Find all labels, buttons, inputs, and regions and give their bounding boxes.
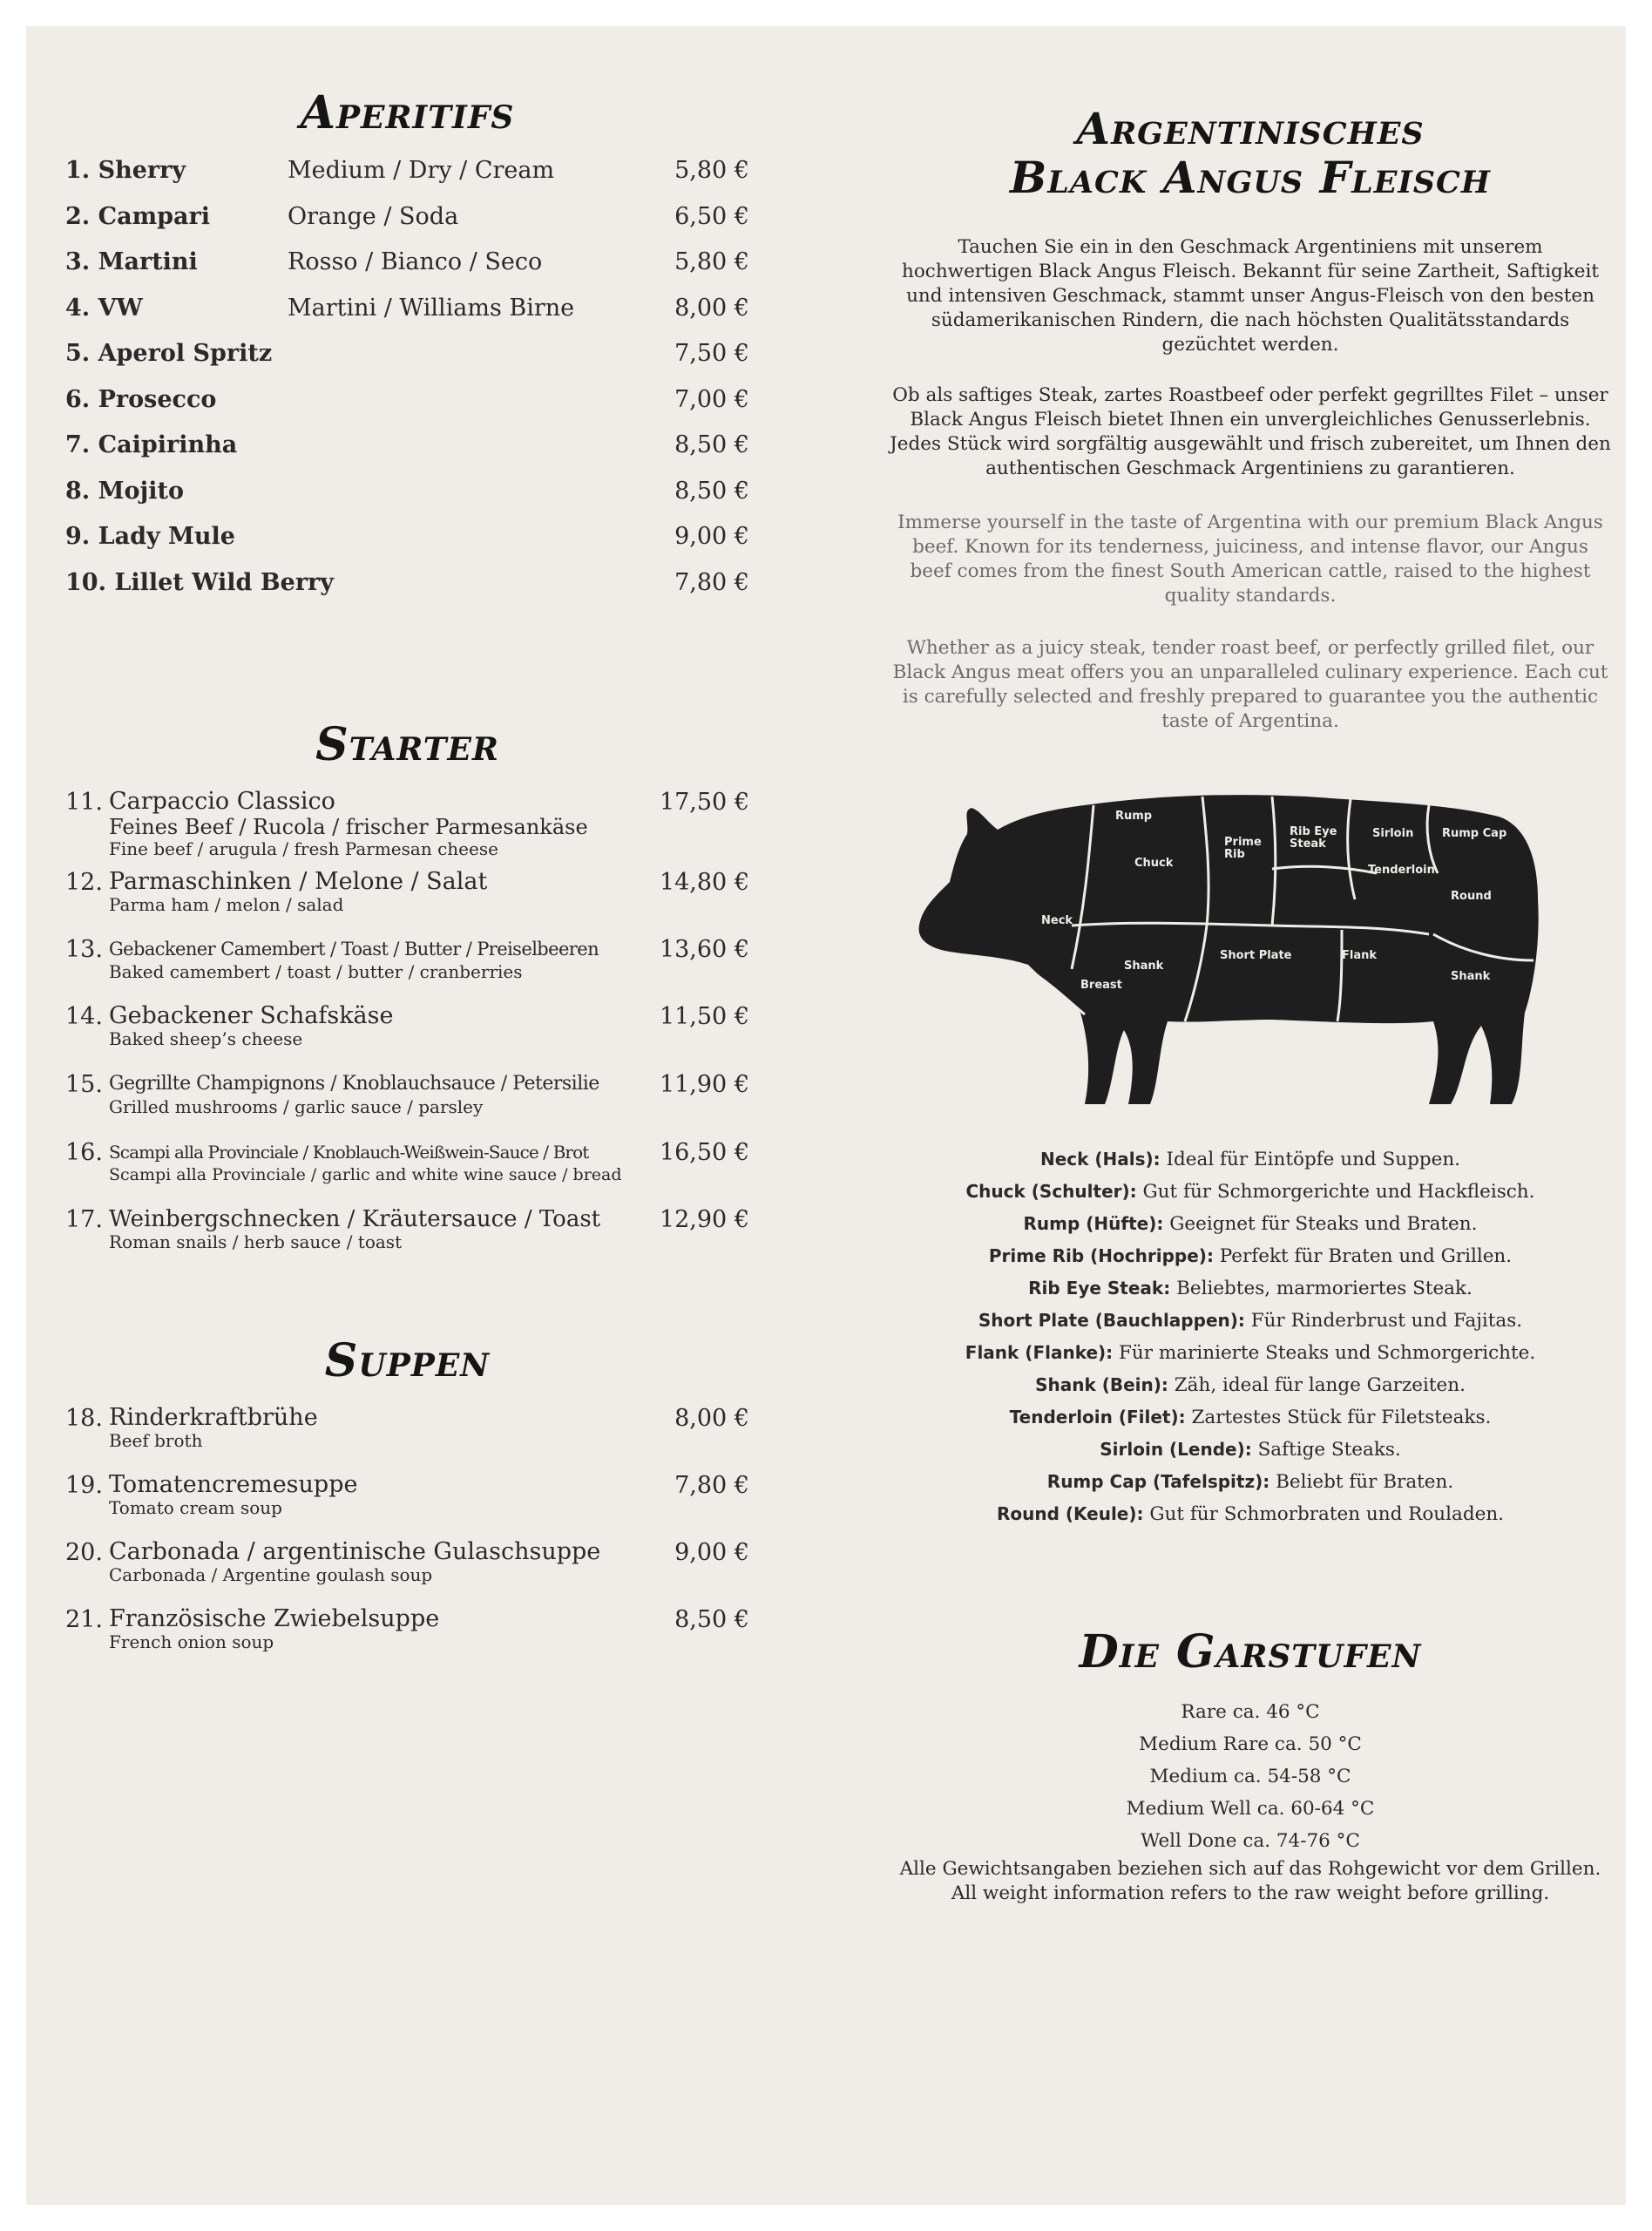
cut-item [889, 1176, 1612, 1208]
cut-name: Tenderloin (Filet): [1009, 1407, 1186, 1427]
item-price: 13,60 € [659, 936, 749, 963]
cut-name: Short Plate (Bauchlappen): [978, 1310, 1245, 1331]
item-name: Gegrillte Champignons / Knoblauchsauce / Petersilie [109, 1073, 599, 1095]
cut-desc: Zäh, ideal für lange Garzeiten. [1174, 1374, 1466, 1396]
item-options: Martini / Williams Birne [288, 294, 575, 322]
cut-name: Round (Keule): [996, 1503, 1144, 1524]
doneness-level: Medium ca. 54-58 °C [1149, 1766, 1351, 1787]
item-name: 9. Lady Mule [65, 523, 235, 550]
item-name: 7. Caipirinha [65, 431, 238, 458]
garstufen-heading: Die Garstufen [1079, 1625, 1422, 1678]
cut-item [889, 1498, 1612, 1530]
list-item [65, 248, 749, 295]
item-price: 7,80 € [674, 1472, 749, 1499]
cut-item [889, 1143, 1612, 1176]
list-item [65, 157, 749, 203]
list-item [65, 478, 749, 524]
weight-note-de: Alle Gewichtsangaben beziehen sich auf das Rohgewicht vor dem Grillen. [899, 1858, 1601, 1880]
list-item [65, 1206, 749, 1274]
item-desc-en: Grilled mushrooms / garlic sauce / parsley [109, 1096, 484, 1117]
item-name: Tomatencremesuppe [109, 1471, 358, 1498]
cut-desc: Gut für Schmorbraten und Rouladen. [1149, 1503, 1505, 1525]
cut-desc: Beliebt für Braten. [1276, 1471, 1454, 1493]
cut-desc: Saftige Steaks. [1257, 1439, 1401, 1461]
cut-desc: Beliebtes, marmoriertes Steak. [1176, 1278, 1473, 1299]
item-price: 9,00 € [674, 1539, 749, 1566]
list-item [65, 869, 749, 936]
suppen-heading: Suppen [324, 1334, 491, 1387]
list-item [65, 295, 749, 341]
item-name: 4. VW [65, 294, 143, 322]
beef-paragraph-de-1: Tauchen Sie ein in den Geschmack Argentiniens mit unserem hochwertigen Black Angus Fleisch. Bekannt für seine Zartheit, Saftigkeit und intensiven Geschmack, stammt unser Angus-Fleisch von den besten südamerikanischen Rindern, die nach höchsten Qualitätsstandards gezüchtet werden. [902, 236, 1599, 356]
item-desc-en: Fine beef / arugula / fresh Parmesan cheese [109, 838, 498, 859]
item-desc-en: Roman snails / herb sauce / toast [109, 1231, 403, 1252]
item-price: 8,50 € [674, 477, 749, 505]
beef-cuts-diagram [889, 786, 1612, 1143]
list-item [65, 1139, 749, 1206]
cut-item [889, 1401, 1612, 1434]
item-price: 8,00 € [674, 1405, 749, 1432]
item-name: Französische Zwiebelsuppe [109, 1605, 440, 1632]
doneness-level: Well Done ca. 74-76 °C [1141, 1830, 1360, 1852]
list-item [65, 1071, 749, 1139]
cut-name: Rump Cap (Tafelspitz): [1046, 1471, 1270, 1492]
list-item [65, 1472, 749, 1539]
diagram-label-steak: Steak [1290, 837, 1326, 851]
item-name: Weinbergschnecken / Kräutersauce / Toast [109, 1206, 601, 1232]
diagram-label-rump: Rump [1115, 810, 1153, 823]
diagram-label-round: Round [1451, 890, 1492, 903]
item-price: 7,80 € [674, 568, 749, 596]
list-item [65, 789, 749, 869]
item-name: Carpaccio Classico [109, 788, 335, 815]
item-name: 2. Campari [65, 202, 210, 230]
cow-cuts-illustration [906, 786, 1568, 1135]
item-price: 6,50 € [674, 202, 749, 230]
list-item [65, 1606, 749, 1673]
list-item [65, 431, 749, 478]
item-name: Parmaschinken / Melone / Salat [109, 868, 488, 895]
item-options: Rosso / Bianco / Seco [288, 248, 543, 275]
item-price: 8,00 € [674, 294, 749, 322]
beef-heading-line1: Argentinisches [1076, 103, 1425, 154]
aperitifs-list [65, 157, 749, 614]
beef-paragraph-de-2: Ob als saftiges Steak, zartes Roastbeef oder perfekt gegrilltes Filet – unser Black Angus Fleisch bietet Ihnen ein unvergleichliches Genusserlebnis. Jedes Stück wird sorgfältig ausgewählt und frisch zubereitet, um Ihnen den authentischen Geschmack Argentiniens zu garantieren. [890, 384, 1611, 479]
diagram-label-shank-rear: Shank [1451, 970, 1491, 983]
item-number: 17. [65, 1206, 103, 1233]
cut-item [889, 1272, 1612, 1305]
diagram-label-sirloin: Sirloin [1372, 827, 1414, 840]
item-number: 15. [65, 1071, 103, 1098]
item-name: Scampi alla Provinciale / Knoblauch-Weißwein-Sauce / Brot [109, 1142, 589, 1163]
item-number: 20. [65, 1539, 103, 1566]
list-item [65, 1405, 749, 1472]
list-item [65, 523, 749, 569]
item-number: 18. [65, 1405, 103, 1432]
left-column [65, 87, 749, 1673]
starter-list [65, 789, 749, 1274]
cut-desc: Gut für Schmorgerichte und Hackfleisch. [1142, 1181, 1535, 1203]
list-item [65, 1003, 749, 1071]
diagram-label-rib: Rib [1224, 848, 1245, 861]
cut-name: Neck (Hals): [1039, 1149, 1161, 1170]
beef-paragraph-en-1: Immerse yourself in the taste of Argentina with our premium Black Angus beef. Known for its tenderness, juiciness, and intense flavor, our Angus beef comes from the finest South American cattle, raised to the highest quality standards. [897, 512, 1603, 607]
cut-desc: Für Rinderbrust und Fajitas. [1250, 1310, 1523, 1332]
item-price: 16,50 € [659, 1139, 749, 1166]
item-name: Carbonada / argentinische Gulaschsuppe [109, 1538, 601, 1565]
item-options: Orange / Soda [288, 202, 459, 230]
cut-item [889, 1466, 1612, 1498]
item-name: Gebackener Camembert / Toast / Butter / Preiselbeeren [109, 939, 599, 960]
cut-name: Chuck (Schulter): [965, 1181, 1137, 1202]
diagram-label-shank: Shank [1124, 960, 1164, 973]
diagram-label-tenderloin: Tenderloin [1368, 864, 1435, 877]
item-number: 19. [65, 1472, 103, 1499]
cut-desc: Ideal für Eintöpfe und Suppen. [1166, 1149, 1461, 1170]
diagram-label-flank: Flank [1342, 949, 1378, 962]
item-number: 12. [65, 869, 103, 896]
cut-item [889, 1369, 1612, 1401]
item-price: 11,50 € [659, 1003, 749, 1030]
item-name: Rinderkraftbrühe [109, 1404, 318, 1431]
doneness-level: Rare ca. 46 °C [1181, 1701, 1320, 1723]
item-price: 8,50 € [674, 431, 749, 458]
item-desc-en: Carbonada / Argentine goulash soup [109, 1564, 433, 1585]
item-options: Medium / Dry / Cream [288, 157, 555, 184]
item-desc-en: Baked camembert / toast / butter / cranberries [109, 961, 523, 982]
list-item [65, 203, 749, 249]
list-item [65, 569, 749, 615]
doneness-level: Medium Well ca. 60-64 °C [1126, 1798, 1375, 1820]
cut-item [889, 1305, 1612, 1337]
item-desc-en: Scampi alla Provinciale / garlic and white wine sauce / bread [109, 1165, 622, 1184]
item-price: 9,00 € [674, 523, 749, 550]
item-desc-en: Parma ham / melon / salad [109, 894, 344, 915]
list-item [65, 936, 749, 1003]
item-name: 3. Martini [65, 248, 198, 275]
beef-paragraph-en-2: Whether as a juicy steak, tender roast beef, or perfectly grilled filet, our Black Angus meat offers you an unparalleled culinary experience. Each cut is carefully selected and freshly prepared to guarantee you the authentic taste of Argentina. [892, 637, 1608, 732]
diagram-label-chuck: Chuck [1134, 857, 1174, 870]
item-name: 10. Lillet Wild Berry [65, 568, 334, 596]
item-price: 11,90 € [659, 1071, 749, 1098]
item-name: 8. Mojito [65, 477, 184, 505]
cut-item [889, 1240, 1612, 1272]
item-number: 21. [65, 1606, 103, 1633]
diagram-label-prime: Prime [1224, 836, 1262, 849]
item-price: 8,50 € [674, 1606, 749, 1633]
list-item [65, 1539, 749, 1606]
weight-note-en: All weight information refers to the raw weight before grilling. [951, 1882, 1550, 1904]
diagram-label-neck: Neck [1041, 914, 1073, 927]
item-number: 16. [65, 1139, 103, 1166]
cut-desc: Für marinierte Steaks und Schmorgerichte. [1119, 1342, 1536, 1364]
item-price: 14,80 € [659, 869, 749, 896]
diagram-label-rib-eye: Rib Eye [1290, 825, 1337, 838]
cut-desc: Perfekt für Braten und Grillen. [1219, 1245, 1513, 1267]
diagram-label-rump-cap: Rump Cap [1442, 827, 1507, 840]
item-price: 12,90 € [659, 1206, 749, 1233]
diagram-label-breast: Breast [1080, 979, 1122, 992]
cut-item [889, 1434, 1612, 1466]
garstufen-list [889, 1696, 1612, 1857]
item-price: 5,80 € [674, 248, 749, 275]
list-item [65, 386, 749, 432]
item-number: 13. [65, 936, 103, 963]
cut-desc: Zartestes Stück für Filetsteaks. [1191, 1407, 1492, 1428]
cut-name: Shank (Bein): [1035, 1374, 1168, 1395]
list-item [65, 340, 749, 386]
doneness-level: Medium Rare ca. 50 °C [1139, 1733, 1362, 1755]
item-price: 7,00 € [674, 385, 749, 413]
item-price: 7,50 € [674, 340, 749, 367]
item-name: 1. Sherry [65, 157, 186, 184]
item-name: 6. Prosecco [65, 385, 217, 413]
cut-name: Sirloin (Lende): [1100, 1439, 1252, 1460]
right-column [889, 105, 1612, 1906]
item-price: 5,80 € [674, 157, 749, 184]
cut-name: Prime Rib (Hochrippe): [988, 1245, 1214, 1266]
item-name: 5. Aperol Spritz [65, 340, 273, 367]
cut-desc: Geeignet für Steaks und Braten. [1169, 1213, 1478, 1235]
cut-name: Rib Eye Steak: [1028, 1278, 1171, 1299]
beef-heading-line2: Black Angus Fleisch [1010, 152, 1491, 203]
item-desc-en: Baked sheep’s cheese [109, 1028, 303, 1049]
item-number: 11. [65, 789, 103, 816]
diagram-label-short-plate: Short Plate [1220, 949, 1292, 962]
aperitifs-heading: Aperitifs [300, 86, 515, 139]
item-desc-en: French onion soup [109, 1631, 274, 1652]
suppen-list [65, 1405, 749, 1673]
item-name: Gebackener Schafskäse [109, 1002, 394, 1029]
cut-item [889, 1337, 1612, 1369]
cut-name: Flank (Flanke): [965, 1342, 1114, 1363]
starter-heading: Starter [315, 718, 499, 771]
cut-item [889, 1208, 1612, 1240]
cuts-list [889, 1143, 1612, 1530]
item-desc-en: Beef broth [109, 1430, 203, 1451]
item-desc-en: Tomato cream soup [109, 1497, 282, 1518]
item-desc-de: Feines Beef / Rucola / frischer Parmesankäse [109, 815, 588, 839]
item-price: 17,50 € [659, 789, 749, 816]
item-number: 14. [65, 1003, 103, 1030]
cut-name: Rump (Hüfte): [1023, 1213, 1164, 1234]
